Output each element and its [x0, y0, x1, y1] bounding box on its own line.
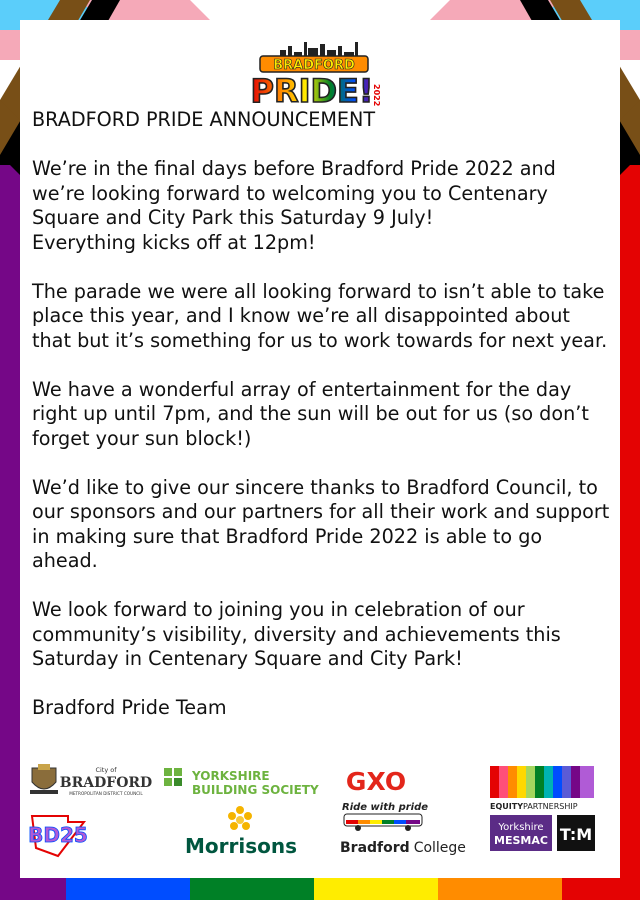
morrisons-flower-icon [228, 806, 252, 830]
equity-light: PARTNERSHIP [523, 802, 578, 811]
college-light: College [413, 840, 466, 856]
bradford-college-logo [340, 836, 466, 858]
gxo-tagline: Ride with pride [342, 802, 429, 813]
equity-bold: EQUITY [490, 802, 523, 811]
morrisons-name: Morrisons [184, 834, 298, 858]
bradford-council-logo [28, 762, 152, 800]
paragraph-intro [32, 157, 612, 255]
yorkshire-building-society-logo [162, 766, 330, 798]
signoff: Bradford Pride Team [32, 696, 227, 719]
ybs-mark-icon [164, 768, 182, 786]
paragraph-entertainment: We have a wonderful array of entertainment for the day right up until 7pm, and the sun will be out for us (so don’t forget your sun block!) [32, 377, 589, 450]
council-sub: METROPOLITAN DISTRICT COUNCIL [69, 791, 143, 796]
svg-text:BradfordCollege [340, 840, 466, 856]
svg-text:EQUITYPARTNERSHIP [490, 802, 578, 811]
bradford-pride-logo [250, 40, 385, 108]
mesmac-line1: Yorkshire [498, 822, 544, 833]
logo-line2: PRIDE! [250, 72, 374, 110]
yorkshire-mesmac-logo [490, 815, 552, 851]
announcement-title: BRADFORD PRIDE ANNOUNCEMENT [32, 108, 376, 131]
tm-name: T:M [559, 825, 593, 844]
paragraph-parade: The parade we were all looking forward to isn’t able to take place this year, and I know we’re all disappointed about that but it’s something for us to work towards for next year. [32, 279, 608, 352]
council-small: City of [95, 766, 117, 774]
council-main: BRADFORD [59, 775, 153, 791]
paragraph-invitation: We look forward to joining you in celebration of our community’s visibility, diversity and achievements this Saturday in Centenary Square and City Park! [32, 598, 561, 670]
ybs-line2: BUILDING SOCIETY [192, 783, 319, 797]
mesmac-line2: MESMAC [494, 834, 548, 847]
morrisons-logo [178, 802, 304, 858]
announcement-text [32, 108, 612, 745]
paragraph-thanks: We’d like to give our sincere thanks to Bradford Council, to our sponsors and our partners for all their work and support in making sure that Bradford Pride 2022 is able to go ahead. [32, 475, 610, 572]
paragraph-intro-text: We’re in the final days before Bradford Pride 2022 and we’re looking forward to welcoming you to Centenary Square and City Park this Saturday 9 July! [32, 157, 556, 229]
equity-rainbow-icon [490, 766, 594, 798]
pride-bus-icon [344, 814, 422, 831]
gxo-logo [340, 764, 412, 796]
logo-year: 2022 [372, 84, 381, 107]
college-bold: Bradford [340, 840, 410, 856]
ybs-line1: YORKSHIRE [192, 769, 270, 783]
bd25-name: BD25 [28, 823, 88, 847]
ride-with-pride-logo [340, 796, 430, 832]
crest-icon [30, 764, 58, 794]
paragraph-intro-start-time: Everything kicks off at 12pm! [32, 230, 316, 254]
equity-partnership-logo [490, 766, 596, 812]
logo-line1: BRADFORD [273, 58, 355, 73]
tm-logo [557, 815, 595, 851]
gxo-name: GXO [345, 767, 407, 796]
bd25-logo [28, 812, 88, 858]
